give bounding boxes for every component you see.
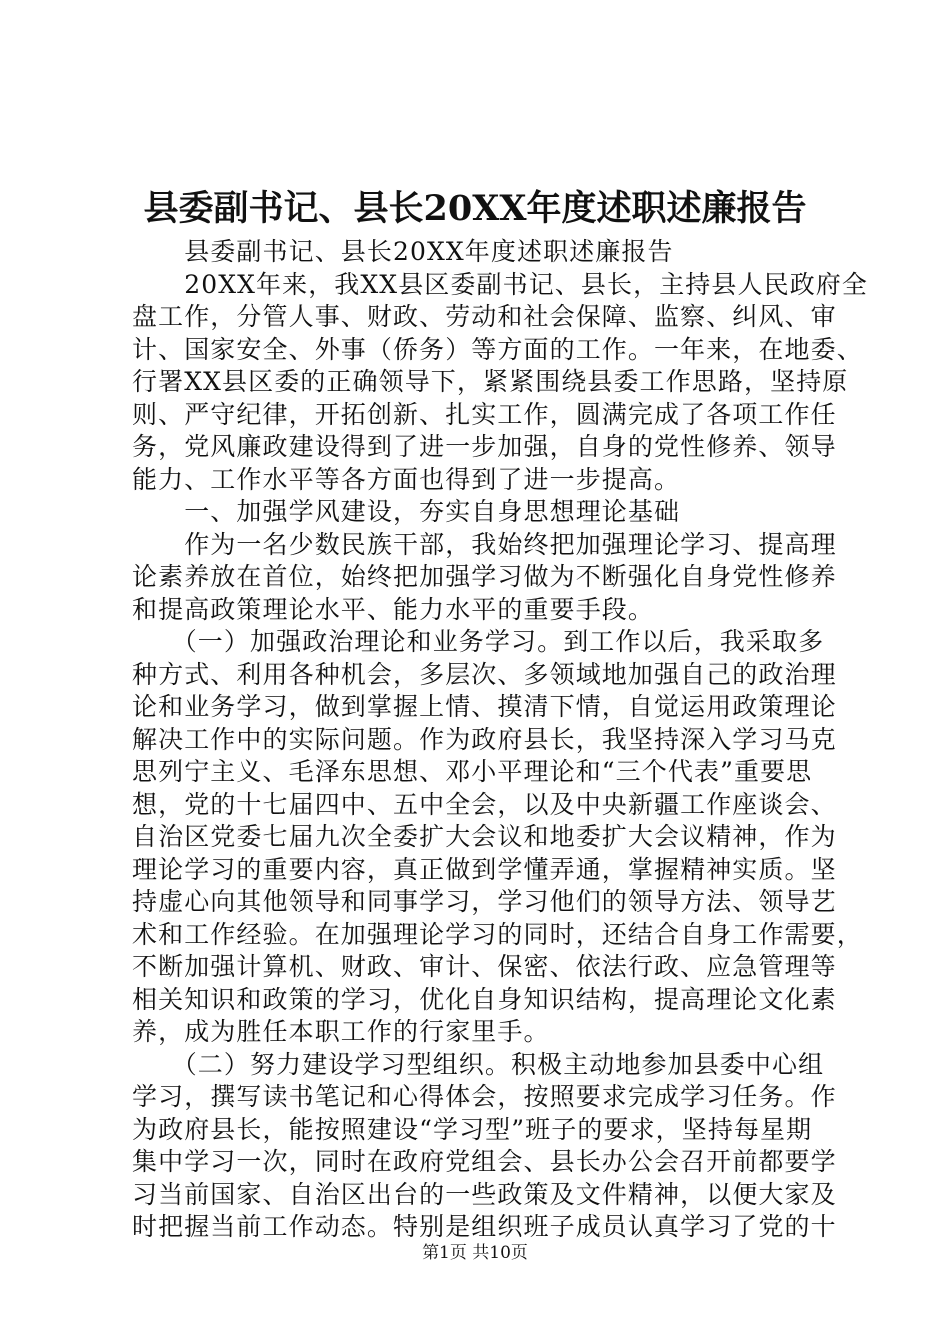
body-text-line: 集中学习一次，同时在政府党组会、县长办公会召开前都要学 bbox=[132, 1147, 837, 1176]
body-text-line: 论素养放在首位，始终把加强学习做为不断强化自身党性修养 bbox=[132, 562, 837, 591]
body-text-line: 盘工作，分管人事、财政、劳动和社会保障、监察、纠风、审 bbox=[132, 302, 837, 331]
body-text-line: 种方式、利用各种机会，多层次、多领域地加强自己的政治理 bbox=[132, 659, 837, 689]
body-text-line: 自治区党委七届九次全委扩大会议和地委扩大会议精神，作为 bbox=[132, 822, 837, 851]
body-text-line: 20XX年来，我XX县区委副书记、县长，主持县人民政府全 bbox=[132, 269, 869, 299]
body-text-line: （二）努力建设学习型组织。积极主动地参加县委中心组 bbox=[132, 1049, 825, 1079]
page-footer: 第1页 共10页 bbox=[422, 1243, 528, 1263]
body-text-line: 相关知识和政策的学习，优化自身知识结构，提高理论文化素 bbox=[132, 984, 837, 1014]
body-text-line: 时把握当前工作动态。特别是组织班子成员认真学习了党的十 bbox=[132, 1212, 837, 1241]
document-body bbox=[132, 236, 869, 1244]
body-text-line: 务，党风廉政建设得到了进一步加强，自身的党性修养、领导 bbox=[132, 432, 837, 461]
body-text-line: 学习，撰写读书笔记和心得体会，按照要求完成学习任务。作 bbox=[132, 1082, 837, 1111]
body-text-line: 论和业务学习，做到掌握上情、摸清下情，自觉运用政策理论 bbox=[132, 692, 837, 721]
document-title: 县委副书记、县长20XX年度述职述廉报告 bbox=[143, 188, 807, 229]
body-text-line: 则、严守纪律，开拓创新、扎实工作，圆满完成了各项工作任 bbox=[132, 399, 837, 429]
body-text-line: 思列宁主义、毛泽东思想、邓小平理论和“三个代表”重要思 bbox=[132, 757, 813, 786]
body-text-line: （一）加强政治理论和业务学习。到工作以后，我采取多 bbox=[132, 627, 825, 656]
body-text-line: 解决工作中的实际问题。作为政府县长，我坚持深入学习马克 bbox=[132, 724, 837, 754]
body-text-line: 术和工作经验。在加强理论学习的同时，还结合自身工作需要， bbox=[132, 919, 863, 949]
body-text-line: 想，党的十七届四中、五中全会，以及中央新疆工作座谈会、 bbox=[132, 789, 837, 819]
body-text-line: 习当前国家、自治区出台的一些政策及文件精神，以便大家及 bbox=[132, 1179, 837, 1209]
body-text-line: 不断加强计算机、财政、审计、保密、依法行政、应急管理等 bbox=[132, 952, 837, 981]
body-text-line: 和提高政策理论水平、能力水平的重要手段。 bbox=[132, 594, 655, 624]
body-text-line: 一、加强学风建设，夯实自身思想理论基础 bbox=[132, 497, 681, 526]
body-text-line: 县委副书记、县长20XX年度述职述廉报告 bbox=[132, 237, 674, 266]
body-text-line: 养，成为胜任本职工作的行家里手。 bbox=[132, 1017, 550, 1046]
body-text-line: 计、国家安全、外事（侨务）等方面的工作。一年来，在地委、 bbox=[132, 334, 863, 364]
body-text-line: 持虚心向其他领导和同事学习，学习他们的领导方法、领导艺 bbox=[132, 887, 837, 916]
body-text-line: 能力、工作水平等各方面也得到了进一步提高。 bbox=[132, 464, 681, 494]
body-text-line: 作为一名少数民族干部，我始终把加强理论学习、提高理 bbox=[132, 529, 837, 559]
body-text-line: 为政府县长，能按照建设“学习型”班子的要求，坚持每星期 bbox=[132, 1114, 813, 1144]
body-text-line: 理论学习的重要内容，真正做到学懂弄通，掌握精神实质。坚 bbox=[132, 854, 837, 884]
body-text-line: 行署XX县区委的正确领导下，紧紧围绕县委工作思路，坚持原 bbox=[132, 367, 849, 396]
